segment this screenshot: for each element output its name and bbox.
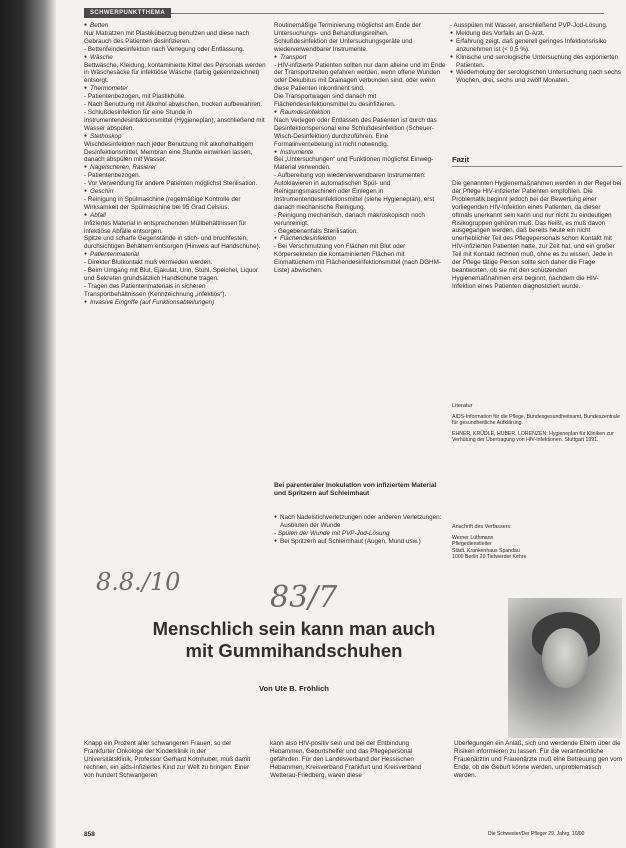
address-line: Pflegedienstleiter	[452, 541, 492, 548]
paragraph: - Reinigung mechanisch, danach makroskopisch noch verunreinigt.	[274, 211, 425, 227]
paragraph: ● Thermometer	[84, 85, 267, 93]
paragraph: - Direkter Blutkontakt muß vermieden werden.	[84, 259, 213, 267]
paragraph: ● Flächendesinfektion	[274, 235, 446, 243]
paragraph: ● Invasive Eingriffe (auf Funktionsabteilungen)	[84, 299, 267, 307]
paragraph: ● Patientenmaterial	[84, 251, 267, 259]
paragraph: ● Stethoskop	[84, 133, 267, 141]
paragraph: Nur Matratzen mit Plastiküberzug benutzen und diese nach Gebrauch des Patienten desinfizieren.	[84, 29, 250, 45]
literature-heading: Literatur	[452, 403, 473, 409]
paragraph: - Schlußdesinfektion für eine Stunde in Instrumentendesinfektionsmittel (Hygieneplan), anschließend mit Wasser abspülen.	[84, 108, 265, 132]
paragraph: ● Wäsche	[84, 54, 267, 62]
paragraph: ● Abfall	[84, 212, 267, 220]
paragraph: - Bettenfeindesinfektion nach Verlegung oder Entlassung.	[84, 45, 245, 53]
paragraph: Bettwäsche, Kleidung, kontaminierte Kittel des Personals werden in Wäschesäcke für infektiöse Wäsche (farbig gekennzeichnet) entsorgt.	[84, 61, 266, 85]
author-photo	[508, 598, 622, 738]
paragraph: Nach Verlegen oder Entlassen des Patienten ist durch das Desinfektionspersonal eine Schlußdesinfektion (Scheuer-Wisch-Desinfektion) durchzuführen. Eine Formalinvernebelung ist nicht notwendig.	[274, 116, 437, 148]
paragraph: Wischdesinfektion nach jeder Benutzung mit alkoholhaltigem Desinfektionsmittel, Membran eine Stunde einwirken lassen, danach abspülen mit Wasser.	[84, 140, 254, 164]
article-title	[84, 618, 504, 662]
paragraph: ● Klinische und serologische Untersuchung des exponierten Patienten.	[450, 54, 622, 70]
text-column-2	[274, 22, 446, 478]
sub-heading: Bei parenteraler Inokulation von infiziertem Material und Spritzern auf Schleimhaut	[274, 482, 437, 497]
paragraph: ● Raumdesinfektion	[274, 109, 446, 117]
photo-face	[542, 628, 588, 688]
address-line: Städt. Krankenhaus Spandau	[452, 547, 520, 554]
paragraph: - Patientenbezogen, mit Plastikhülle.	[84, 93, 186, 101]
paragraph: - Aufbereitung von wiederverwendbaren Instrumenten: Autoklavieren in automatischen Spül- und Reinigungsmaschinen oder Einlegen in Instrumentendesinfektionsmittel (siehe Hygieneplan), erst danach mechanische Reinigung.	[274, 172, 435, 211]
address-heading: Anschrift des Verfassers:	[452, 524, 512, 530]
journal-footer: Die Schwester/Der Pfleger 29. Jahrg. 10/90	[488, 831, 585, 837]
paragraph: - Spülen der Wunde mit PVP-Jod-Lösung	[274, 529, 390, 537]
text-column-1	[84, 22, 267, 582]
binding-shadow	[0, 0, 56, 848]
paragraph: - Nach Benutzung mit Alkohol abwischen, trocken aufbewahren.	[84, 101, 263, 109]
section-tag: SCHWERPUNKTTHEMA	[84, 8, 171, 18]
literature-entry: EHNER, KRÜDLE, HUBER, LORENZEN: Hygieneplan für Kliniken zur Verhütung der Übertragung von HIV-Infektionen. Stuttgart 1991.	[452, 430, 614, 444]
paragraph: Die Transportwagen sind danach mit Flächendesinfektionsmittel zu desinfizieren.	[274, 93, 396, 109]
article-title-line-2: mit Gummihandschuhen	[185, 640, 403, 661]
paragraph: - Ausspülen mit Wasser, anschließend PVP-Jod-Lösung.	[450, 22, 608, 29]
paragraph: Schlußdesinfektion der Untersuchungsgeräte und wiederverwendbarer Instrumente.	[274, 37, 413, 53]
body-column-1: Knapp ein Prozent aller schwangeren Frauen, so der Frankfurter Onkologe der Kinderklinik in der Universitätsklinik, Professor Gerhard Kornhuber, muß damit rechnen, ein aids-infiziertes Kind zur Welt zu bringen. Einer von hundert Schwangeren	[84, 740, 251, 779]
paragraph: ● Wiederholung der serologischen Untersuchung nach sechs Wochen, drei, sechs und zwölf Monaten.	[450, 69, 622, 85]
address-line: 1000 Berlin 20 Tiefwerder Kehre	[452, 554, 527, 561]
literature-list	[452, 414, 622, 474]
paragraph: ● Geschirr	[84, 188, 267, 196]
paragraph: Routinemäßige Terminierung möglichst am Ende der Untersuchungs- und Behandlungsreihen.	[274, 22, 421, 37]
literature-entry: AIDS-Information für die Pflege, Bundesgesundheitsamt, Bundeszentrale für gesundheitliche Aufklärung.	[452, 414, 620, 427]
paragraph: - Vor Verwendung für andere Patienten möglichst Sterilisation.	[84, 180, 258, 188]
author-address	[452, 535, 622, 561]
body-column-2: kann also HIV-positiv sein und bei der Entbindung Hebammen, Geburtshelfer und das Pflegepersonal gefährden. Für den Landesverband der Hessischen Hebammen, Kreisverband Frankfurt und Kreisverband Wetterau-Friedberg, waren diese	[270, 740, 422, 779]
handwritten-note-1: 8.8./10	[96, 568, 181, 596]
paragraph: - Bei Verschmutzung von Flächen mit Blut oder Körpersekreten die kontaminierten Flächen mit Einmaltüchern mit Flächendesinfektionsmittel (nach DGHM-Liste) abwischen.	[274, 243, 441, 275]
text-column-2b	[274, 514, 446, 566]
paragraph: - HIV-infizierte Patienten sollten nur dann alleine und im Ende der Transportzeiten gefahren werden, wenn offene Wunden oder Dekubitus mit Drainagen verbunden sind, oder wenn diese Patienten inkontinent sind.	[274, 61, 446, 93]
body-column-3: Überlegungen ein Anlaß, sich und werdende Eltern über die Risiken informieren zu lassen. Für die verantwortliche Frauenärztin und Frauenärzte muß eine Betreuung gen vom Ende, ob die Geburt könne werden, unproblematisch werden.	[454, 740, 623, 779]
paragraph: Bei „Untersuchungen“ und Funktionen möglichst Einweg-Material verwenden.	[274, 156, 434, 172]
article-title-line-1: Menschlich sein kann man auch	[152, 618, 436, 639]
paragraph: ● Instrumente	[274, 149, 446, 157]
paragraph: - Gegebenenfalls Sterilisation.	[274, 227, 359, 235]
fazit-heading: Fazit	[452, 155, 470, 164]
paragraph: ● Transport	[274, 54, 446, 62]
paragraph: ● Bei Spritzern auf Schleimhaut (Augen, Mund usw.)	[274, 538, 446, 546]
paragraph: - Tragen des Patientenmaterials in sicheren Transportbehältnissen (Kennzeichnung „infektiös“).	[84, 282, 227, 298]
paragraph: ● Erfahrung zeigt, daß generell geringes Infektionsrisiko anzunehmen ist (< 0,5 %).	[450, 38, 622, 54]
paragraph: ● Meldung des Vorfalls an D-Arzt.	[450, 30, 622, 38]
fazit-rule	[452, 166, 622, 167]
paragraph: ● Betten	[84, 22, 267, 30]
paragraph: - Patientenbezogen.	[84, 172, 141, 180]
paragraph: - Beim Umgang mit Blut, Ejakulat, Urin, Stuhl, Speichel, Liquor und Sekreten grundsätzlich Handschuhe tragen.	[84, 267, 258, 282]
article-byline: Von Ute B. Fröhlich	[259, 684, 329, 693]
paragraph: Infiziertes Material in entsprechenden Müllbehältnissen für infektiöse Abfälle entsorgen.	[84, 219, 247, 235]
page-number: 858	[84, 831, 95, 838]
paragraph: Spitze und scharfe Gegenstände in stich- und bruchfesten, durchsichtigen Behältern entsorgen (Hinweis auf Handschuhe).	[84, 235, 261, 251]
text-column-3	[450, 22, 622, 202]
handwritten-note-2: 83/7	[270, 580, 338, 615]
paragraph: ● Nagelscheren, Rasierer	[84, 164, 267, 172]
fazit-text: Die genannten Hygienemaßnahmen werden in der Regel bei der Pflege HIV-infizierter Patienten empfohlen. Die Problematik beginnt jedoch bei der Bewertung einer vorliegenden HIV-Infektion eines Patienten, da dieser oftmals unerkannt sein kann und nur nicht zu eindeutigen Risikogruppen gehören muß. Das heißt, es muß davon ausgegangen werden, daß bereits heute ein nicht unerheblicher Teil des Pflegepersonals schon Kontakt mit HIV-infizierten Patienten hatte, zur Zeit hat, und ein großer Teil mit Kontakt rechnen muß, ohne es zu wissen. Jede in der Pflege tätige Person sollte sich daher die Frage beantworten, ob sie mit den schützenden Hygienemaßnahmen erst beginnt, nachdem die HIV-Infektion eines Patienten diagnostiziert wurde.	[452, 180, 622, 290]
paragraph: - Reinigung in Spülmaschine (regelmäßige Kontrolle der Wirksamkeit der Spülmaschine bei 95 Grad Celsius.	[84, 195, 241, 211]
paragraph: ● Nach Nadelstichverletzungen oder anderen Verletzungen: Ausbluten der Wunde	[274, 514, 446, 530]
address-line: Werner Lüthmann	[452, 535, 494, 541]
